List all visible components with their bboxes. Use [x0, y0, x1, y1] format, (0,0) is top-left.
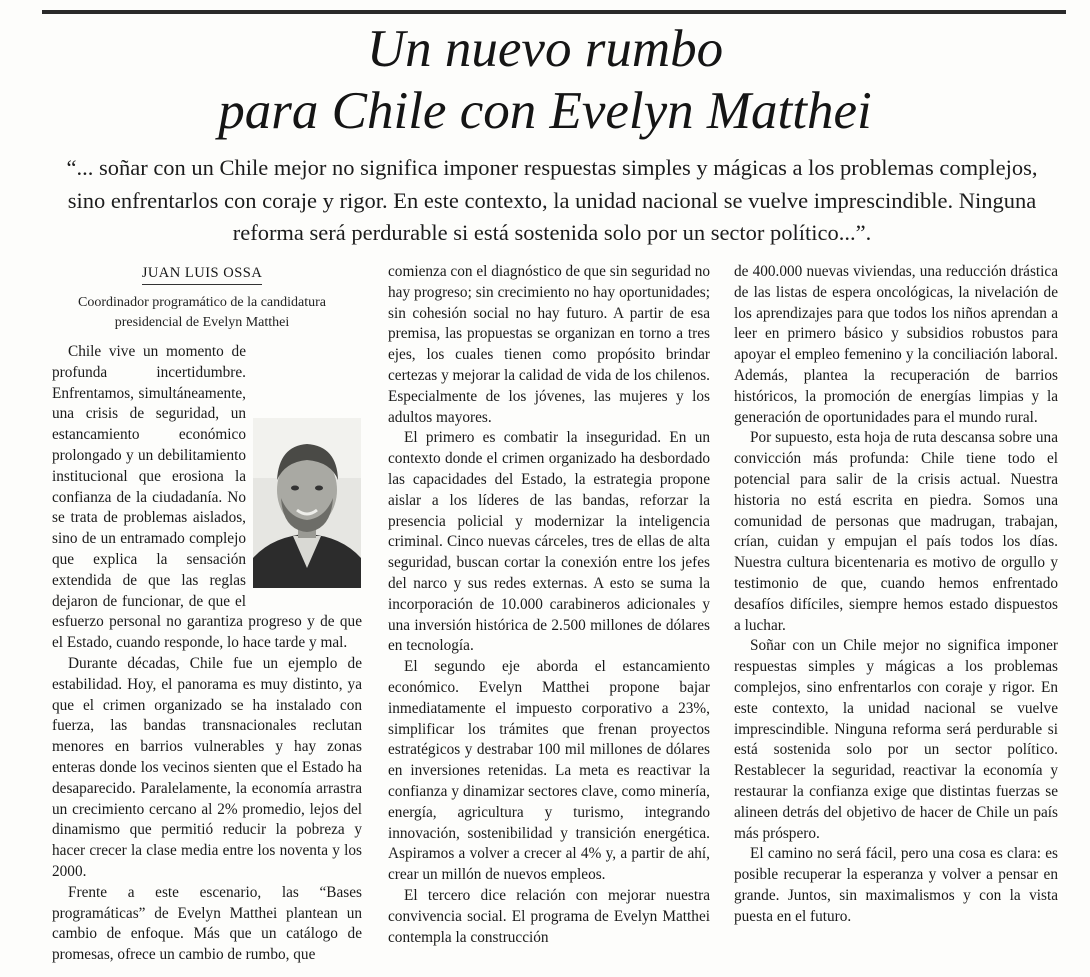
headline-line-2: para Chile con Evelyn Matthei [218, 82, 872, 140]
column-2-paragraph-2: El primero es combatir la inseguridad. En un contexto donde el crimen organizado ha desbordado las capacidades del Estado, la estrategia propone aislar a los líderes de las bandas, reforzar la presencia policial y modernizar la inteligencia criminal. Cinco nuevas cárceles, tres de ellas de alta seguridad, buscan cortar la conexión entre los jefes del narco y sus redes externas. A esto se suma la incorporación de 10.000 carabineros adicionales y una inversión histórica de 2.500 millones de dólares en tecnología. [388, 429, 710, 655]
column-3-paragraph-1: de 400.000 nuevas viviendas, una reducción drástica de las listas de espera oncológicas, la nivelación de los aprendizajes para que todos los niños aprendan a leer en primero básico y subsidios robustos para apoyar el empleo femenino y la conciliación laboral. Además, plantea la recuperación de barrios históricos, la promoción de energías limpias y la generación de oportunidades para el mundo rural. [734, 263, 1058, 426]
author-role: Coordinador programático de la candidatura presidencial de Evelyn Matthei [77, 295, 326, 330]
article-column-3 [734, 262, 1058, 928]
pull-quote: “... soñar con un Chile mejor no significa imponer respuestas simples y mágicas a los problemas complejos, sino enfrentarlos con coraje y rigor. En este contexto, la unidad nacional se vuelve imprescindible. Ninguna reforma será perdurable si está sostenida solo por un sector político...”. [66, 155, 1038, 245]
article-column-1 [52, 342, 362, 966]
column-3-paragraph-3: Soñar con un Chile mejor no significa imponer respuestas simples y mágicas a los problemas complejos, sino enfrentarlos con coraje y rigor. En este contexto, la unidad nacional se vuelve imprescindible. Ninguna reforma será perdurable si está sostenida solo por un sector político. Restablecer la seguridad, reactivar la economía y restaurar la confianza exige que distintas fuerzas se alineen detrás del objetivo de hacer de Chile un país más próspero. [734, 637, 1058, 842]
author-name: JUAN LUIS OSSA [142, 265, 263, 285]
column-2-paragraph-3: El segundo eje aborda el estancamiento económico. Evelyn Matthei propone bajar inmediatamente el impuesto corporativo a 23%, simplificar los trámites que frenan proyectos estratégicos y destrabar 100 mil millones de dólares en inversiones retenidas. La meta es reactivar la confianza y dinamizar sectores clave, como minería, energía, agricultura y turismo, integrando innovación, sostenibilidad y transición energética. Aspiramos a volver a crecer al 4% y, a partir de ahí, crear un millón de nuevos empleos. [388, 658, 710, 884]
byline [52, 262, 352, 333]
headline [0, 18, 1090, 142]
article-column-2 [388, 262, 710, 948]
column-3-paragraph-2: Por supuesto, esta hoja de ruta descansa sobre una convicción más profunda: Chile tiene todo el potencial para salir de la crisis actual. Nuestra historia no está escrita en piedra. Somos una comunidad de personas que madrugan, trabajan, crían, cuidan y empujan el país todos los días. Nuestra cultura bicentenaria es motivo de orgullo y testimonio de que, cuando hemos enfrentado desafíos difíciles, siempre hemos estado dispuestos a luchar. [734, 429, 1058, 634]
headline-line-1: Un nuevo rumbo [366, 20, 724, 78]
column-1-paragraph-2: Durante décadas, Chile fue un ejemplo de estabilidad. Hoy, el panorama es muy distinto, ya que el crimen organizado se ha instalado con fuerza, las bandas transnacionales reclutan menores en barrios vulnerables y hay zonas enteras donde los vecinos sienten que el Estado ha desaparecido. Paralelamente, la economía arrastra un crecimiento cercano al 2% promedio, lejos del dinamismo que permitió reducir la pobreza y hacer crecer la clase media entre los noventa y los 2000. [52, 654, 362, 880]
column-2-paragraph-4: El tercero dice relación con mejorar nuestra convivencia social. El programa de Evelyn Matthei contempla la construcción [388, 886, 710, 946]
column-1-paragraph-1: Chile vive un momento de profunda incertidumbre. Enfrentamos, simultáneamente, una crisis de seguridad, un estancamiento económico prolongado y un debilitamiento institucional que erosiona la confianza de la ciudadanía. No se trata de problemas aislados, sino de un entramado complejo que explica la sensación extendida de que las reglas dejaron de funcionar, de que el esfuerzo personal no garantiza progreso y de que el Estado, cuando responde, lo hace tarde y mal. [52, 343, 362, 652]
column-1-paragraph-3: Frente a este escenario, las “Bases programáticas” de Evelyn Matthei plantean un cambio de enfoque. Más que un catálogo de promesas, ofrece un cambio de rumbo, que [52, 883, 362, 964]
column-2-paragraph-1: comienza con el diagnóstico de que sin seguridad no hay progreso; sin crecimiento no hay oportunidades; sin cohesión social no hay futuro. A partir de esa premisa, las propuestas se organizan en torno a tres ejes, los cuales tienen como propósito brindar certezas y mejorar la calidad de vida de los chilenos. Especialmente de los jóvenes, las mujeres y los adultos mayores. [388, 263, 710, 426]
column-3-paragraph-4: El camino no será fácil, pero una cosa es clara: es posible recuperar la esperanza y volver a pensar en grande. Juntos, sin maximalismos y con la vista puesta en el futuro. [734, 845, 1058, 925]
top-rule [42, 10, 1066, 14]
photo-wrap-space [246, 418, 364, 598]
